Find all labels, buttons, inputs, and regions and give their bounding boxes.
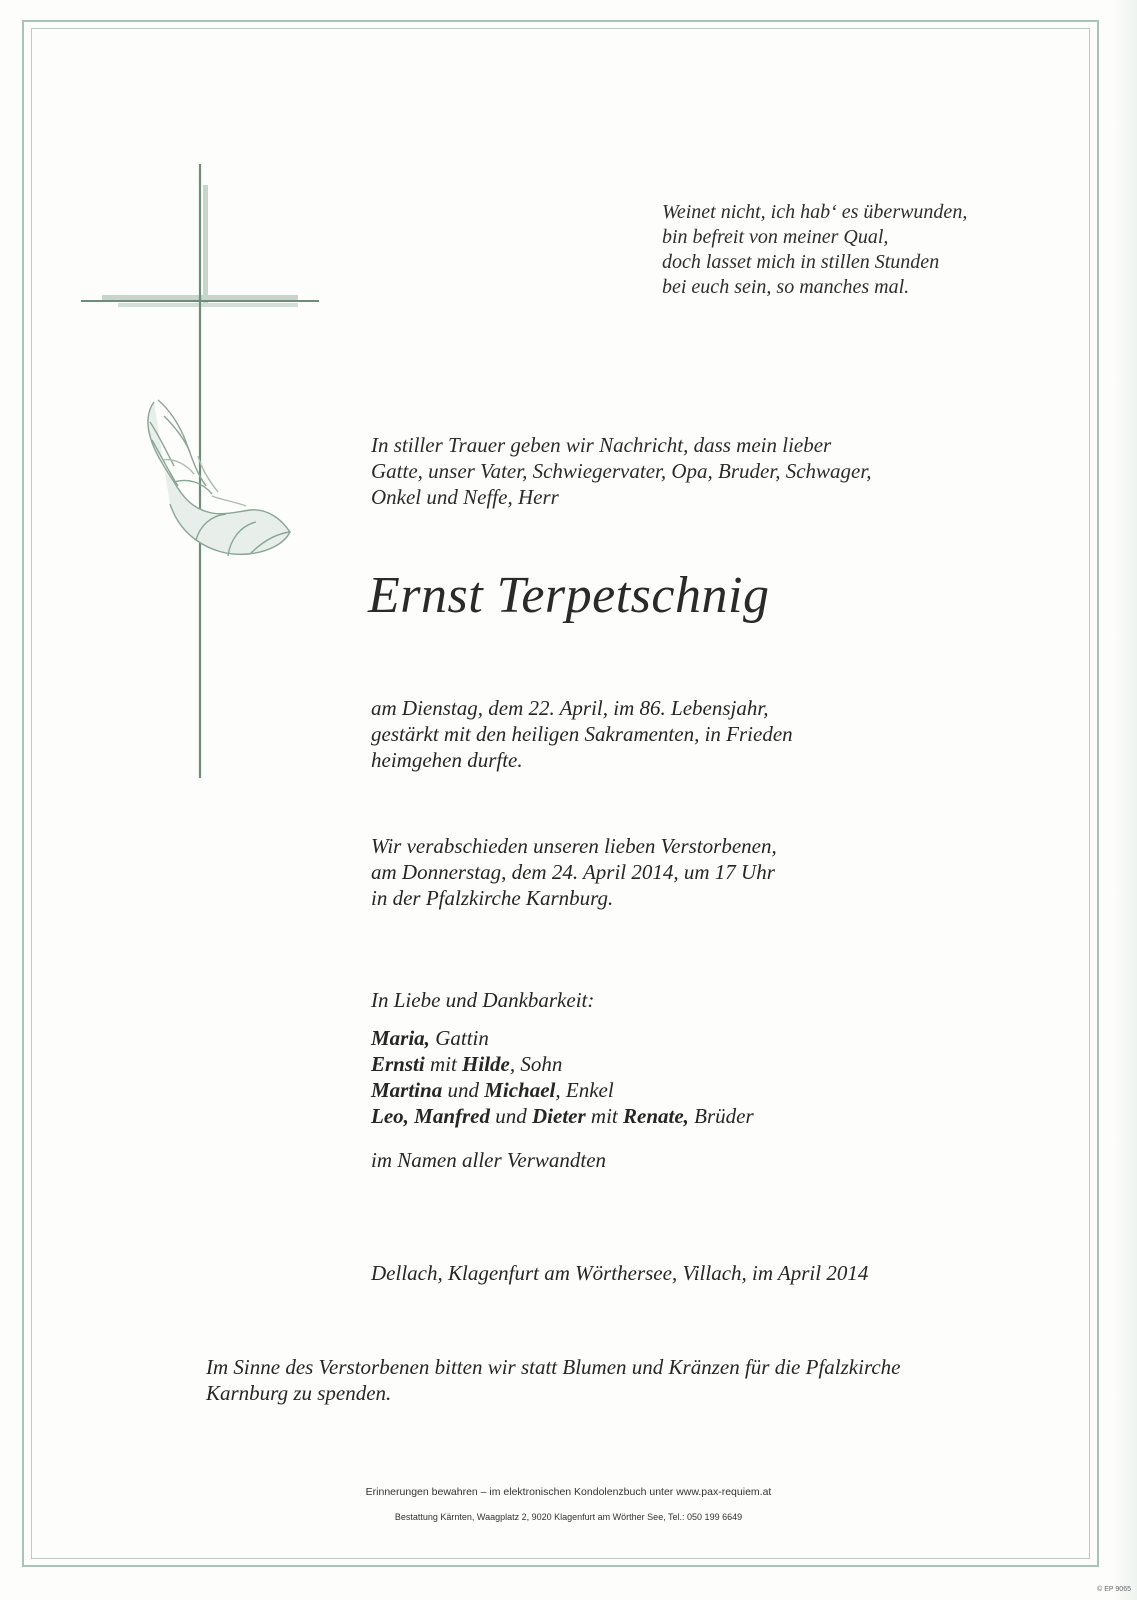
condolence-footer: Erinnerungen bewahren – im elektronischen Kondolenzbuch unter www.pax-requiem.at bbox=[365, 1486, 772, 1498]
relatives-line: im Namen aller Verwandten bbox=[371, 1148, 607, 1172]
mourner-name: Renate, bbox=[623, 1104, 689, 1128]
motto-line: Weinet nicht, ich hab‘ es überwunden, bbox=[662, 201, 968, 223]
death-line: am Dienstag, dem 22. April, im 86. Lebensjahr, bbox=[371, 696, 769, 720]
mourners-list bbox=[371, 1025, 754, 1129]
mourner-line bbox=[371, 1051, 754, 1077]
praying-hands-icon bbox=[148, 400, 290, 556]
connector-word: und bbox=[490, 1104, 532, 1128]
paper-edge bbox=[1115, 0, 1137, 1600]
mourner-name: Dieter bbox=[532, 1104, 586, 1128]
funeral-details bbox=[371, 833, 777, 911]
death-notice bbox=[371, 695, 793, 773]
mourner-name: Ernsti bbox=[371, 1052, 425, 1076]
mourner-name: Leo, Manfred bbox=[371, 1104, 490, 1128]
intro-paragraph bbox=[371, 432, 871, 510]
death-line: gestärkt mit den heiligen Sakramenten, in Frieden bbox=[371, 722, 793, 746]
connector-word: und bbox=[442, 1078, 485, 1102]
mourner-role: Brüder bbox=[688, 1104, 754, 1128]
intro-line: In stiller Trauer geben wir Nachricht, dass mein lieber bbox=[371, 433, 832, 457]
mourner-name: Martina bbox=[371, 1078, 443, 1102]
mourner-role: , Enkel bbox=[555, 1078, 614, 1102]
intro-line: Gatte, unser Vater, Schwiegervater, Opa, Bruder, Schwager, bbox=[371, 459, 872, 483]
donation-request bbox=[206, 1354, 900, 1406]
motto-verse bbox=[662, 200, 967, 300]
mourner-line bbox=[371, 1077, 754, 1103]
donation-line: Karnburg zu spenden. bbox=[206, 1381, 392, 1405]
connector-word: mit bbox=[585, 1104, 623, 1128]
motto-line: bei euch sein, so manches mal. bbox=[662, 276, 910, 298]
death-line: heimgehen durfte. bbox=[371, 748, 523, 772]
cross-icon bbox=[78, 160, 328, 800]
print-code: © EP 9065 bbox=[1097, 1586, 1131, 1593]
undertaker-footer: Bestattung Kärnten, Waagplatz 2, 9020 Klagenfurt am Wörther See, Tel.: 050 199 6649 bbox=[394, 1512, 743, 1522]
funeral-line: in der Pfalzkirche Karnburg. bbox=[371, 886, 614, 910]
mourner-role: , Sohn bbox=[509, 1052, 563, 1076]
place-date: Dellach, Klagenfurt am Wörthersee, Villach, im April 2014 bbox=[371, 1261, 869, 1285]
motto-line: bin befreit von meiner Qual, bbox=[662, 226, 889, 248]
cross-shadow-horizontal-bottom bbox=[118, 303, 298, 307]
funeral-line: am Donnerstag, dem 24. April 2014, um 17 Uhr bbox=[371, 860, 775, 884]
thanks-heading: In Liebe und Dankbarkeit: bbox=[371, 988, 595, 1012]
mourner-name: Michael bbox=[484, 1078, 556, 1102]
cross-shadow-vertical bbox=[203, 185, 208, 305]
mourner-name: Maria, bbox=[371, 1026, 430, 1050]
mourner-name: Hilde bbox=[462, 1052, 510, 1076]
connector-word: mit bbox=[424, 1052, 463, 1076]
intro-line: Onkel und Neffe, Herr bbox=[371, 485, 559, 509]
motto-line: doch lasset mich in stillen Stunden bbox=[662, 251, 940, 273]
mourner-role: Gattin bbox=[429, 1026, 489, 1050]
donation-line: Im Sinne des Verstorbenen bitten wir statt Blumen und Kränzen für die Pfalzkirche bbox=[206, 1355, 901, 1379]
mourner-line bbox=[371, 1103, 754, 1129]
funeral-line: Wir verabschieden unseren lieben Verstorbenen, bbox=[371, 834, 777, 858]
deceased-name: Ernst Terpetschnig bbox=[368, 567, 770, 624]
mourner-line bbox=[371, 1025, 754, 1051]
